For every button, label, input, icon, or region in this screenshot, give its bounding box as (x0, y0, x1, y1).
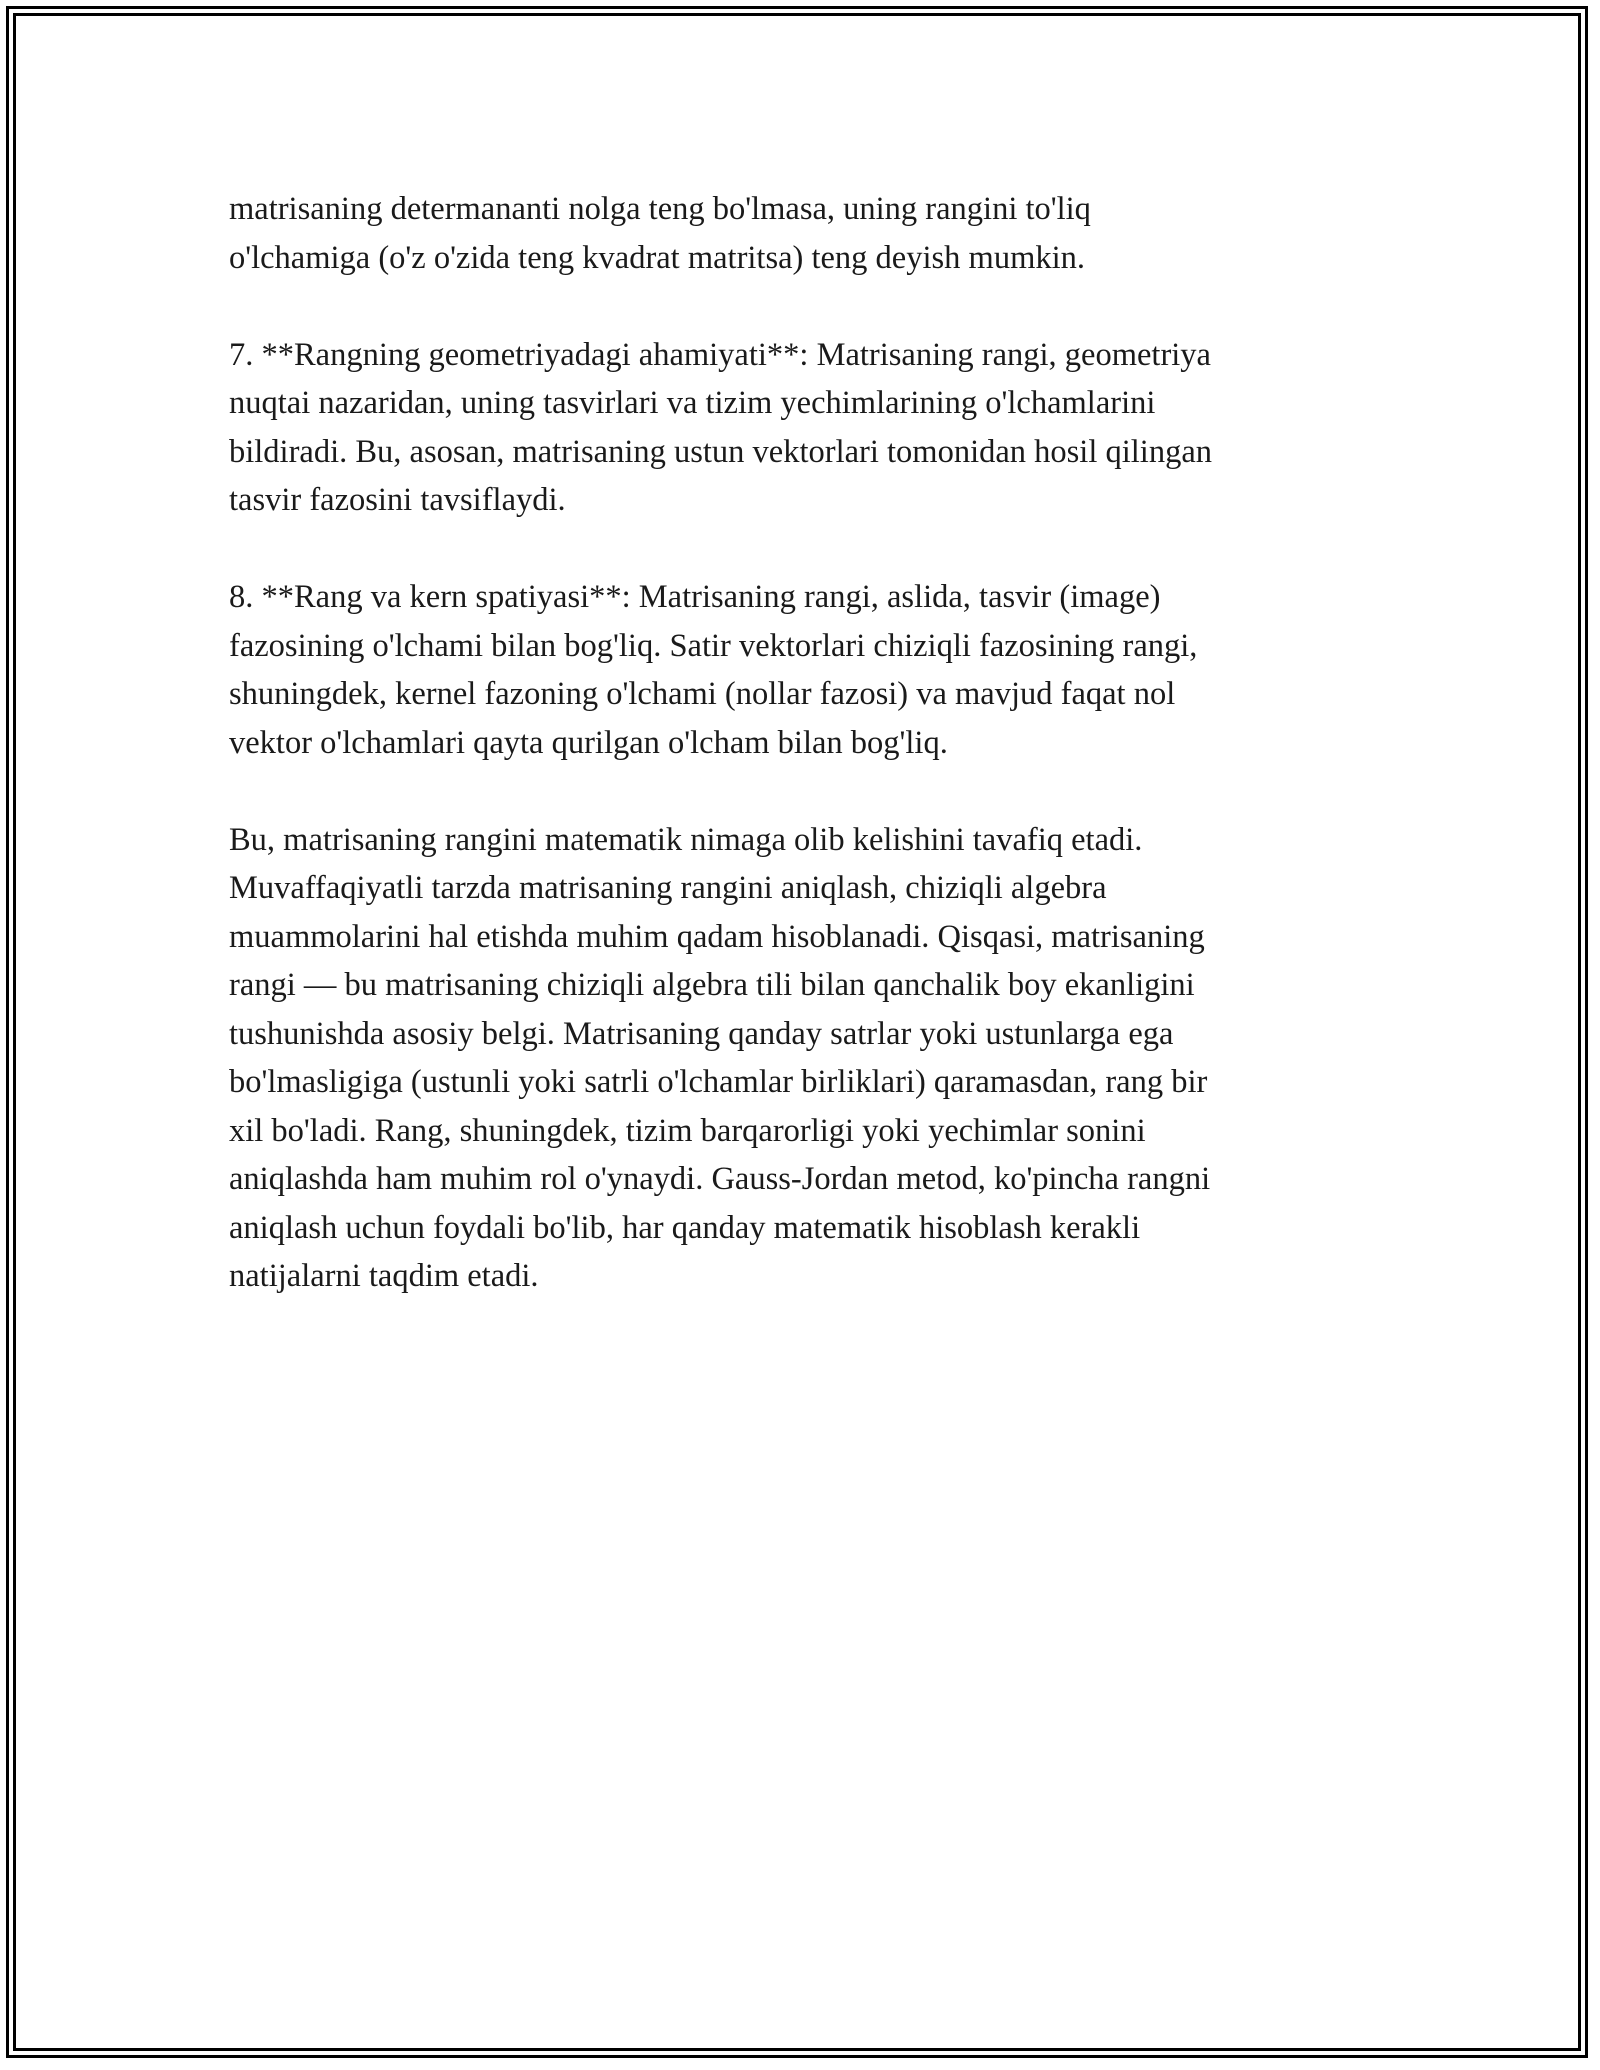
paragraph-conclusion: Bu, matrisaning rangini matematik nimaga olib kelishini tavafiq etadi. Muvaffaqiyatli tarzda matrisaning rangini aniqlash, chiziqli algebra muammolarini hal etishda muhim qadam hisoblanadi. Qisqasi, matrisaning rangi — bu matrisaning chiziqli algebra tili bilan qanchalik boy ekanligini tushunishda asosiy belgi. Matrisaning qanday satrlar yoki ustunlarga ega bo'lmasligiga (ustunli yoki satrli o'lchamlar birliklari) qaramasdan, rang bir xil bo'ladi. Rang, shuningdek, tizim barqarorligi yoki yechimlar sonini aniqlashda ham muhim rol o'ynaydi. Gauss-Jordan metod, ko'pincha rangni aniqlash uchun foydali bo'lib, har qanday matematik hisoblash kerakli natijalarni taqdim etadi. (229, 821, 1211, 1294)
paragraph-item-8: 8. **Rang va kern spatiyasi**: Matrisaning rangi, aslida, tasvir (image) fazosining o'lchami bilan bog'liq. Satir vektorlari chiziqli fazosining rangi, shuningdek, kernel fazoning o'lchami (nollar fazosi) va mavjud faqat nol vektor o'lchamlari qayta qurilgan o'lcham bilan bog'liq. (229, 579, 1198, 761)
paragraph-item-7: 7. **Rangning geometriyadagi ahamiyati**: Matrisaning rangi, geometriya nuqtai nazaridan, uning tasvirlari va tizim yechimlarining o'lchamlarini bildiradi. Bu, asosan, matrisaning ustun vektorlari tomonidan hosil qilingan tasvir fazosini tavsiflaydi. (229, 336, 1212, 518)
paragraph-intro-continuation: matrisaning determananti nolga teng bo'lmasa, uning rangini to'liq o'lchamiga (o'z o'zida teng kvadrat matritsa) teng deyish mumkin. (229, 191, 1091, 276)
document-body (229, 185, 1359, 1349)
